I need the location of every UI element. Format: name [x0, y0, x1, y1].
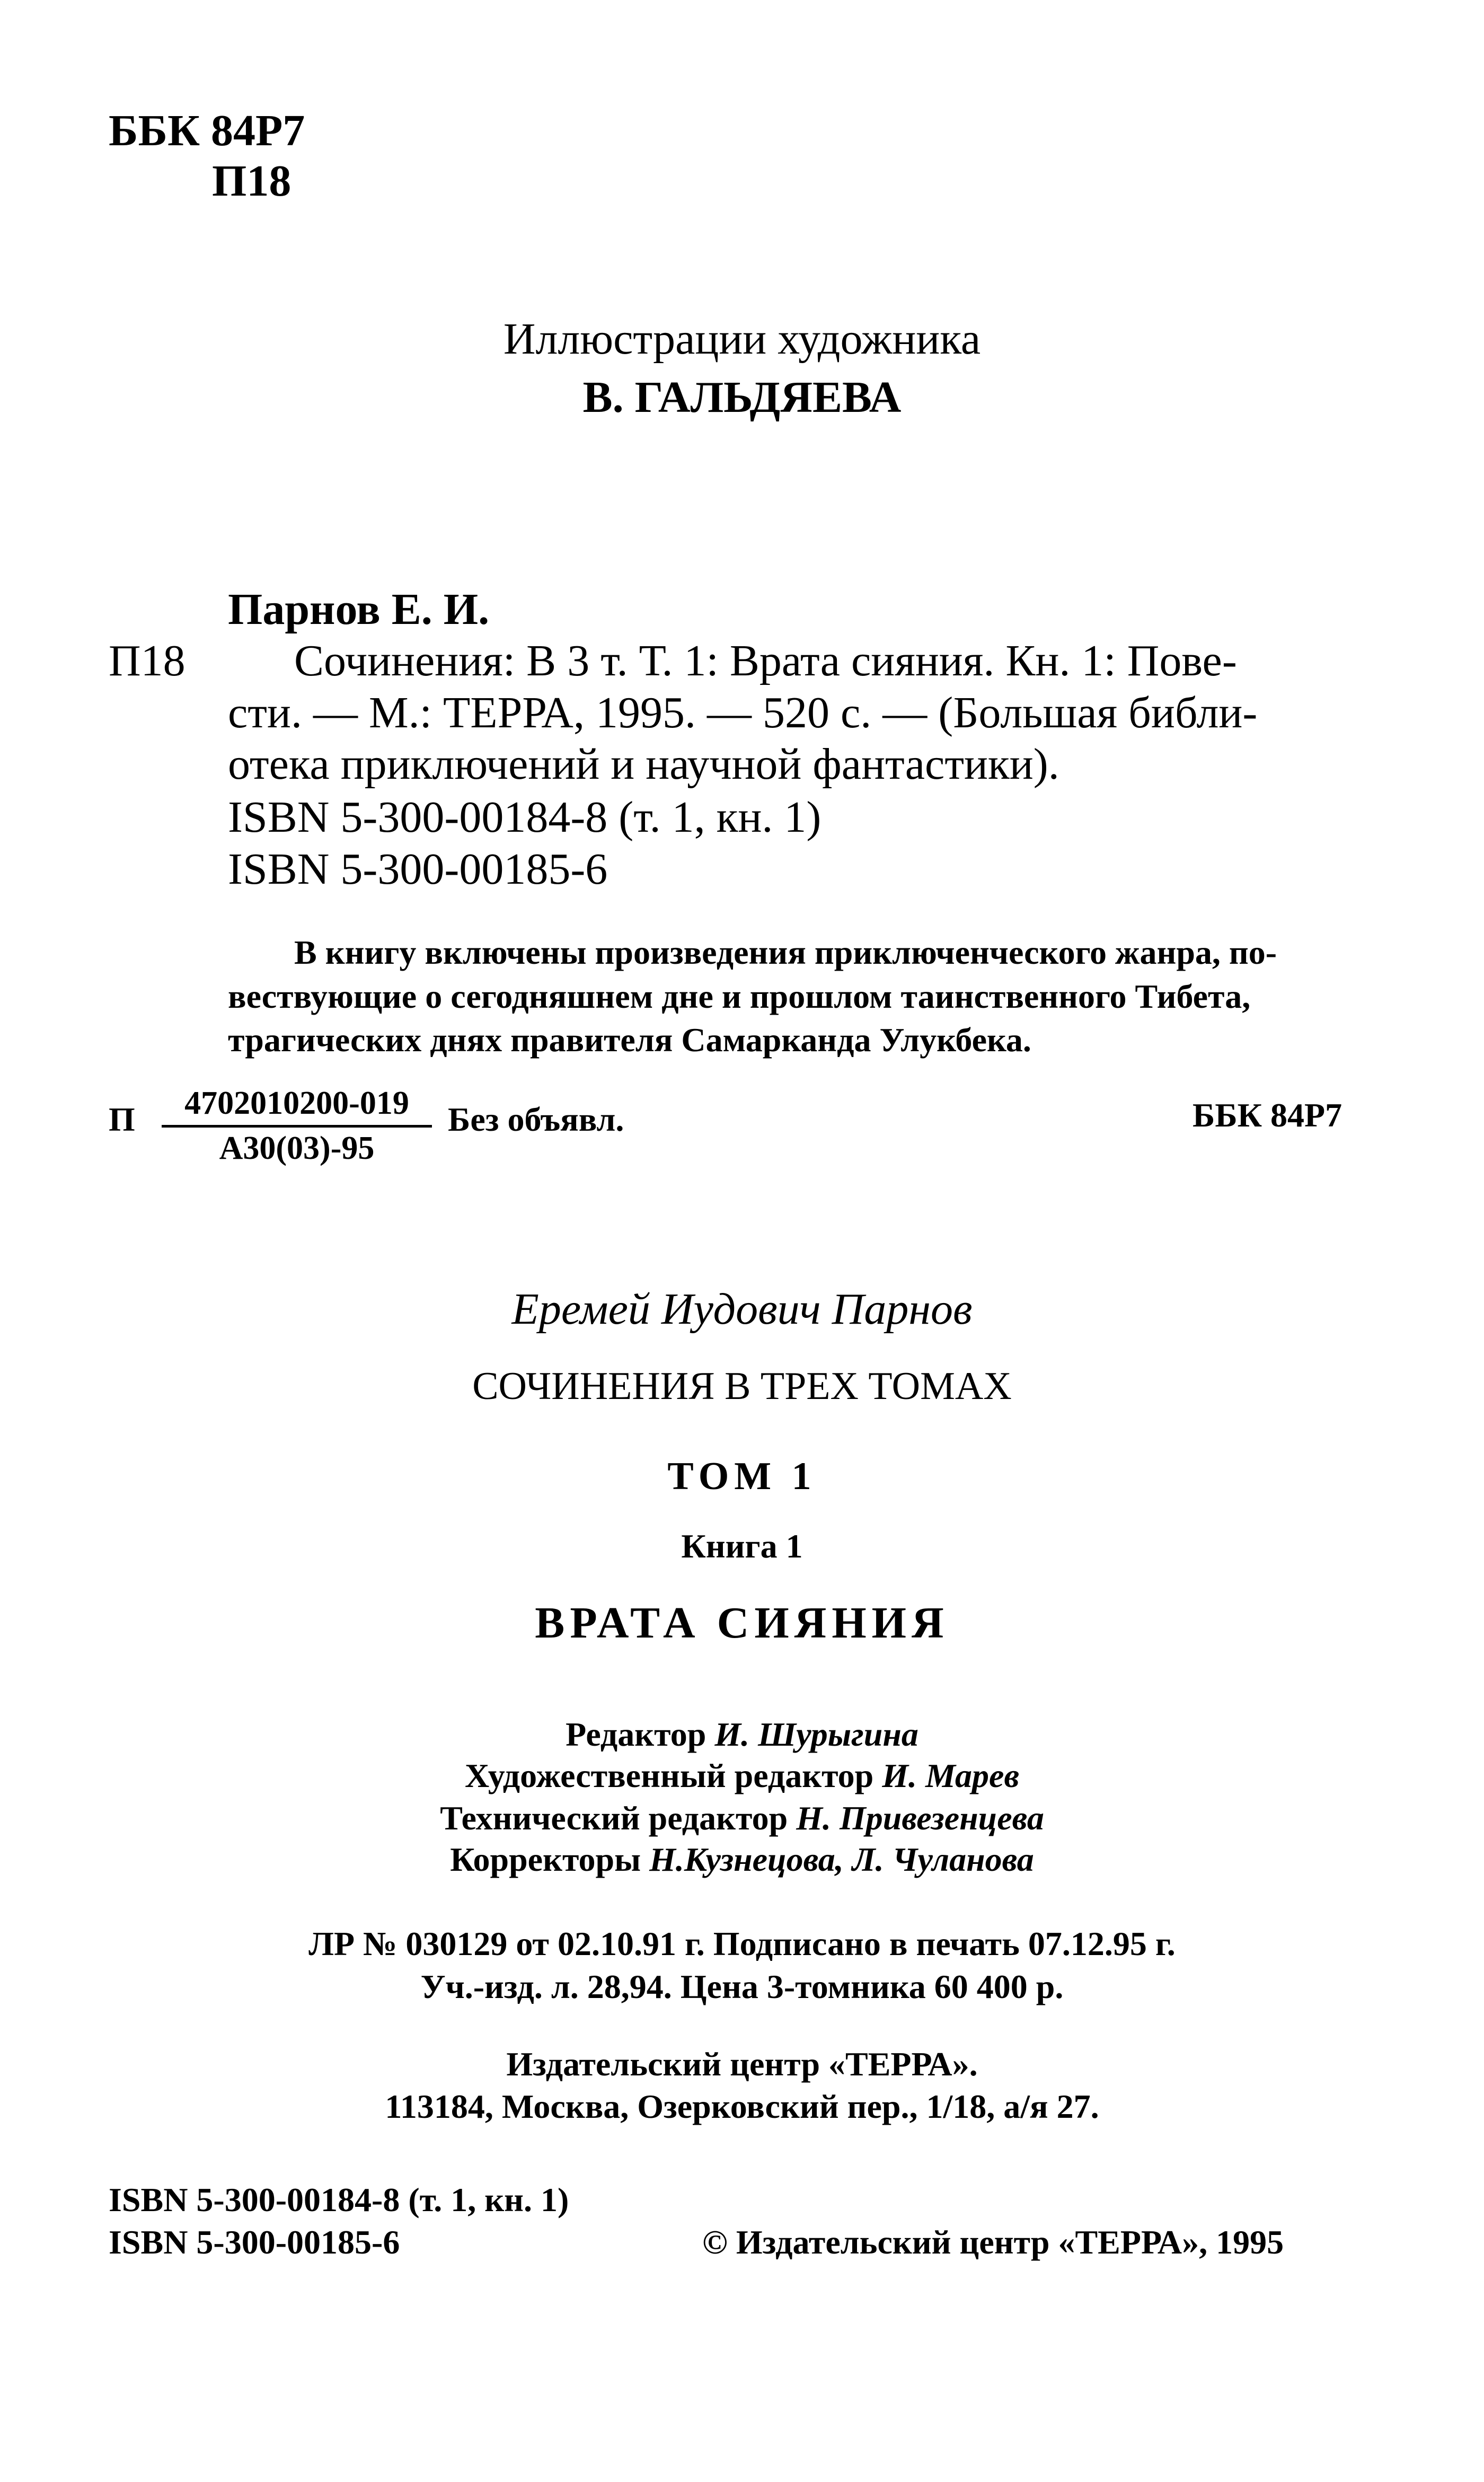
bbk-right: ББК 84Р7: [1192, 1096, 1342, 1134]
index-letter: П: [109, 1101, 135, 1138]
author-full-name: Еремей Иудович Парнов: [511, 1284, 973, 1334]
print-info-line: ЛР № 030129 от 02.10.91 г. Подписано в печать 07.12.95 г.: [308, 1925, 1176, 1962]
print-info-line: Уч.-изд. л. 28,94. Цена 3-томника 60 400 р.: [420, 1968, 1064, 2005]
publisher-name: Издательский центр «ТЕРРА».: [506, 2045, 978, 2083]
annotation-line: В книгу включены произведения приключенческого жанра, по-: [294, 934, 1277, 971]
credit-line: [0, 1759, 1484, 1793]
credit-person: И. Марев: [882, 1757, 1020, 1794]
copyright-line: © Издательский центр «ТЕРРА», 1995: [702, 2223, 1284, 2261]
card-description-line: Сочинения: В 3 т. Т. 1: Врата сияния. Кн. 1: Пове-: [294, 636, 1237, 685]
bbk-code: ББК 84Р7: [109, 106, 305, 155]
credit-role: Редактор: [566, 1715, 706, 1753]
index-denominator: А30(03)-95: [219, 1130, 375, 1166]
annotation-line: трагических днях правителя Самарканда Улукбека.: [228, 1021, 1031, 1059]
card-author: Парнов Е. И.: [228, 585, 490, 634]
series-title: СОЧИНЕНИЯ В ТРЕХ ТОМАХ: [472, 1365, 1012, 1408]
author-mark: П18: [212, 156, 292, 206]
illustrations-line: Иллюстрации художника: [503, 314, 981, 364]
credit-line: [0, 1715, 1484, 1753]
card-description-line: сти. — М.: ТЕРРА, 1995. — 520 с. — (Большая библи-: [228, 688, 1258, 737]
index-numerator: 4702010200-019: [162, 1087, 432, 1128]
credit-line: [0, 1801, 1484, 1835]
book-title: ВРАТА СИЯНИЯ: [535, 1598, 949, 1648]
card-mark: П18: [109, 636, 186, 685]
no-announce: Без объявл.: [448, 1101, 624, 1138]
credit-line: [0, 1843, 1484, 1877]
volume-label: ТОМ 1: [667, 1455, 817, 1498]
footer-isbn: ISBN 5-300-00184-8 (т. 1, кн. 1): [109, 2181, 569, 2219]
credit-role: Корректоры: [450, 1841, 641, 1878]
credit-person: И. Шурыгина: [714, 1715, 918, 1753]
credit-role: Технический редактор: [440, 1799, 788, 1837]
card-isbn: ISBN 5-300-00184-8 (т. 1, кн. 1): [228, 793, 822, 842]
index-fraction: [162, 1087, 432, 1165]
card-isbn: ISBN 5-300-00185-6: [228, 844, 608, 894]
credit-person: Н.Кузнецова, Л. Чуланова: [649, 1841, 1034, 1878]
credit-role: Художественный редактор: [464, 1757, 874, 1794]
annotation-line: вествующие о сегодняшнем дне и прошлом таинственного Тибета,: [228, 978, 1251, 1015]
illustrator-name: В. ГАЛЬДЯЕВА: [582, 373, 902, 422]
card-description-line: отека приключений и научной фантастики).: [228, 740, 1059, 789]
publisher-address: 113184, Москва, Озерковский пер., 1/18, а/я 27.: [385, 2088, 1099, 2125]
book-label: Книга 1: [681, 1527, 803, 1565]
credit-person: Н. Привезенцева: [796, 1799, 1044, 1837]
footer-isbn: ISBN 5-300-00185-6: [109, 2223, 400, 2261]
